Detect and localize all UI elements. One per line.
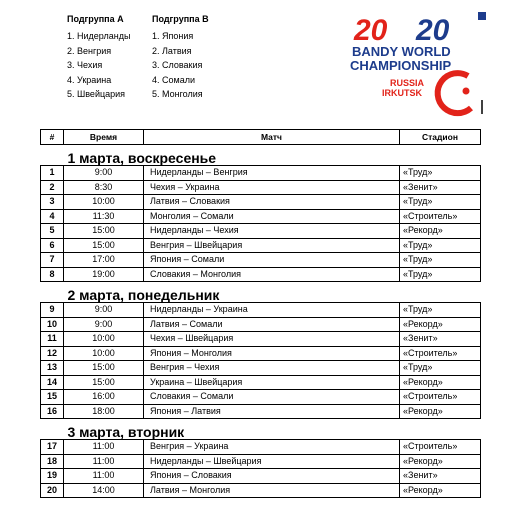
match-teams: Словакия – Монголия: [144, 267, 400, 282]
match-time: 10:00: [64, 195, 144, 210]
match-stadium: «Рекорд»: [400, 454, 481, 469]
table-row: [41, 166, 481, 181]
match-num: 2: [41, 180, 64, 195]
match-time: 11:00: [64, 469, 144, 484]
match-time: 16:00: [64, 390, 144, 405]
match-stadium: «Зенит»: [400, 332, 481, 347]
subgroup-b-team: 4. Сомали: [152, 74, 195, 85]
subgroup-a: [67, 14, 152, 102]
match-time: 19:00: [64, 267, 144, 282]
logo-city1: RUSSIA: [390, 78, 425, 88]
match-num: 10: [41, 317, 64, 332]
match-num: 1: [41, 166, 64, 181]
day-heading: 3 марта, вторник: [67, 424, 185, 440]
match-stadium: «Строитель»: [400, 209, 481, 224]
match-teams: Япония – Монголия: [144, 346, 400, 361]
table-row: [41, 195, 481, 210]
match-num: 8: [41, 267, 64, 282]
subgroup-b-team: 5. Монголия: [152, 89, 203, 100]
match-teams: Латвия – Сомали: [144, 317, 400, 332]
match-teams: Нидерланды – Швейцария: [144, 454, 400, 469]
table-row: [41, 469, 481, 484]
subgroup-b-team: 3. Словакия: [152, 60, 203, 71]
subgroup-a-team: 4. Украина: [67, 74, 112, 85]
match-stadium: «Труд»: [400, 195, 481, 210]
match-num: 18: [41, 454, 64, 469]
match-num: 14: [41, 375, 64, 390]
logo-badge: [478, 12, 486, 20]
match-stadium: «Труд»: [400, 303, 481, 318]
match-time: 15:00: [64, 375, 144, 390]
table-row: [41, 404, 481, 419]
championship-logo: [350, 10, 488, 118]
match-teams: Япония – Словакия: [144, 469, 400, 484]
match-num: 7: [41, 253, 64, 268]
match-teams: Япония – Латвия: [144, 404, 400, 419]
subgroups: [67, 14, 237, 102]
table-row: [41, 267, 481, 282]
match-time: 15:00: [64, 238, 144, 253]
subgroup-b-team: 2. Латвия: [152, 45, 192, 56]
match-time: 10:00: [64, 332, 144, 347]
table-row: [41, 332, 481, 347]
header-stadium: Стадион: [400, 130, 481, 145]
match-num: 12: [41, 346, 64, 361]
schedule-table: [40, 129, 481, 498]
match-stadium: «Рекорд»: [400, 404, 481, 419]
logo-line1: BANDY WORLD: [352, 44, 451, 59]
match-num: 19: [41, 469, 64, 484]
match-stadium: «Труд»: [400, 267, 481, 282]
table-row: [41, 440, 481, 455]
day-heading-row: [41, 145, 481, 166]
match-teams: Словакия – Сомали: [144, 390, 400, 405]
match-time: 17:00: [64, 253, 144, 268]
match-num: 16: [41, 404, 64, 419]
match-stadium: «Строитель»: [400, 390, 481, 405]
table-row: [41, 253, 481, 268]
logo-city2: IRKUTSK: [382, 88, 422, 98]
match-num: 4: [41, 209, 64, 224]
match-time: 9:00: [64, 303, 144, 318]
logo-ball: [463, 88, 470, 95]
subgroup-b: [152, 14, 237, 102]
match-num: 6: [41, 238, 64, 253]
match-num: 13: [41, 361, 64, 376]
match-teams: Венгрия – Украина: [144, 440, 400, 455]
table-header-row: [41, 130, 481, 145]
table-row: [41, 361, 481, 376]
match-teams: Нидерланды – Венгрия: [144, 166, 400, 181]
match-teams: Украина – Швейцария: [144, 375, 400, 390]
table-row: [41, 346, 481, 361]
table-row: [41, 180, 481, 195]
match-stadium: «Строитель»: [400, 440, 481, 455]
match-teams: Венгрия – Швейцария: [144, 238, 400, 253]
table-row: [41, 303, 481, 318]
match-stadium: «Труд»: [400, 361, 481, 376]
match-num: 5: [41, 224, 64, 239]
match-time: 8:30: [64, 180, 144, 195]
subgroup-b-team: 1. Япония: [152, 31, 194, 41]
match-teams: Латвия – Монголия: [144, 483, 400, 498]
day-heading: 2 марта, понедельник: [67, 287, 220, 303]
header-num: #: [41, 130, 64, 145]
subgroup-a-team: 2. Венгрия: [67, 45, 112, 56]
match-stadium: «Труд»: [400, 166, 481, 181]
match-stadium: «Труд»: [400, 238, 481, 253]
match-num: 9: [41, 303, 64, 318]
logo-year-right: 20: [416, 14, 450, 47]
match-num: 20: [41, 483, 64, 498]
match-time: 18:00: [64, 404, 144, 419]
match-time: 15:00: [64, 361, 144, 376]
match-teams: Нидерланды – Украина: [144, 303, 400, 318]
match-stadium: «Рекорд»: [400, 483, 481, 498]
match-teams: Латвия – Словакия: [144, 195, 400, 210]
match-stadium: «Зенит»: [400, 469, 481, 484]
match-teams: Чехия – Швейцария: [144, 332, 400, 347]
match-time: 11:30: [64, 209, 144, 224]
match-stadium: «Труд»: [400, 253, 481, 268]
match-teams: Нидерланды – Чехия: [144, 224, 400, 239]
logo-year-left: 20: [354, 14, 388, 47]
match-stadium: «Рекорд»: [400, 224, 481, 239]
match-teams: Япония – Сомали: [144, 253, 400, 268]
header-match: Матч: [144, 130, 400, 145]
match-stadium: «Рекорд»: [400, 317, 481, 332]
match-time: 11:00: [64, 454, 144, 469]
subgroup-a-title: Подгруппа А: [67, 14, 124, 24]
match-time: 10:00: [64, 346, 144, 361]
match-time: 15:00: [64, 224, 144, 239]
match-time: 14:00: [64, 483, 144, 498]
table-row: [41, 317, 481, 332]
match-time: 9:00: [64, 317, 144, 332]
subgroup-b-title: Подгруппа В: [152, 14, 209, 24]
match-stadium: «Рекорд»: [400, 375, 481, 390]
table-row: [41, 209, 481, 224]
subgroup-a-team: 1. Нидерланды: [67, 31, 131, 41]
day-heading-row: [41, 419, 481, 440]
logo-line2: CHAMPIONSHIP: [350, 58, 452, 73]
table-row: [41, 224, 481, 239]
table-row: [41, 454, 481, 469]
table-row: [41, 390, 481, 405]
match-stadium: «Зенит»: [400, 180, 481, 195]
table-row: [41, 375, 481, 390]
subgroup-a-team: 3. Чехия: [67, 60, 103, 71]
match-time: 11:00: [64, 440, 144, 455]
table-row: [41, 238, 481, 253]
match-teams: Монголия – Сомали: [144, 209, 400, 224]
match-teams: Чехия – Украина: [144, 180, 400, 195]
match-num: 15: [41, 390, 64, 405]
table-row: [41, 483, 481, 498]
match-teams: Венгрия – Чехия: [144, 361, 400, 376]
day-heading-row: [41, 282, 481, 303]
match-num: 17: [41, 440, 64, 455]
match-time: 9:00: [64, 166, 144, 181]
championship-logo-graphic: [350, 10, 488, 118]
day-heading: 1 марта, воскресенье: [67, 150, 217, 166]
header-time: Время: [64, 130, 144, 145]
match-num: 11: [41, 332, 64, 347]
match-num: 3: [41, 195, 64, 210]
subgroup-a-team: 5. Швейцария: [67, 89, 126, 100]
match-stadium: «Строитель»: [400, 346, 481, 361]
